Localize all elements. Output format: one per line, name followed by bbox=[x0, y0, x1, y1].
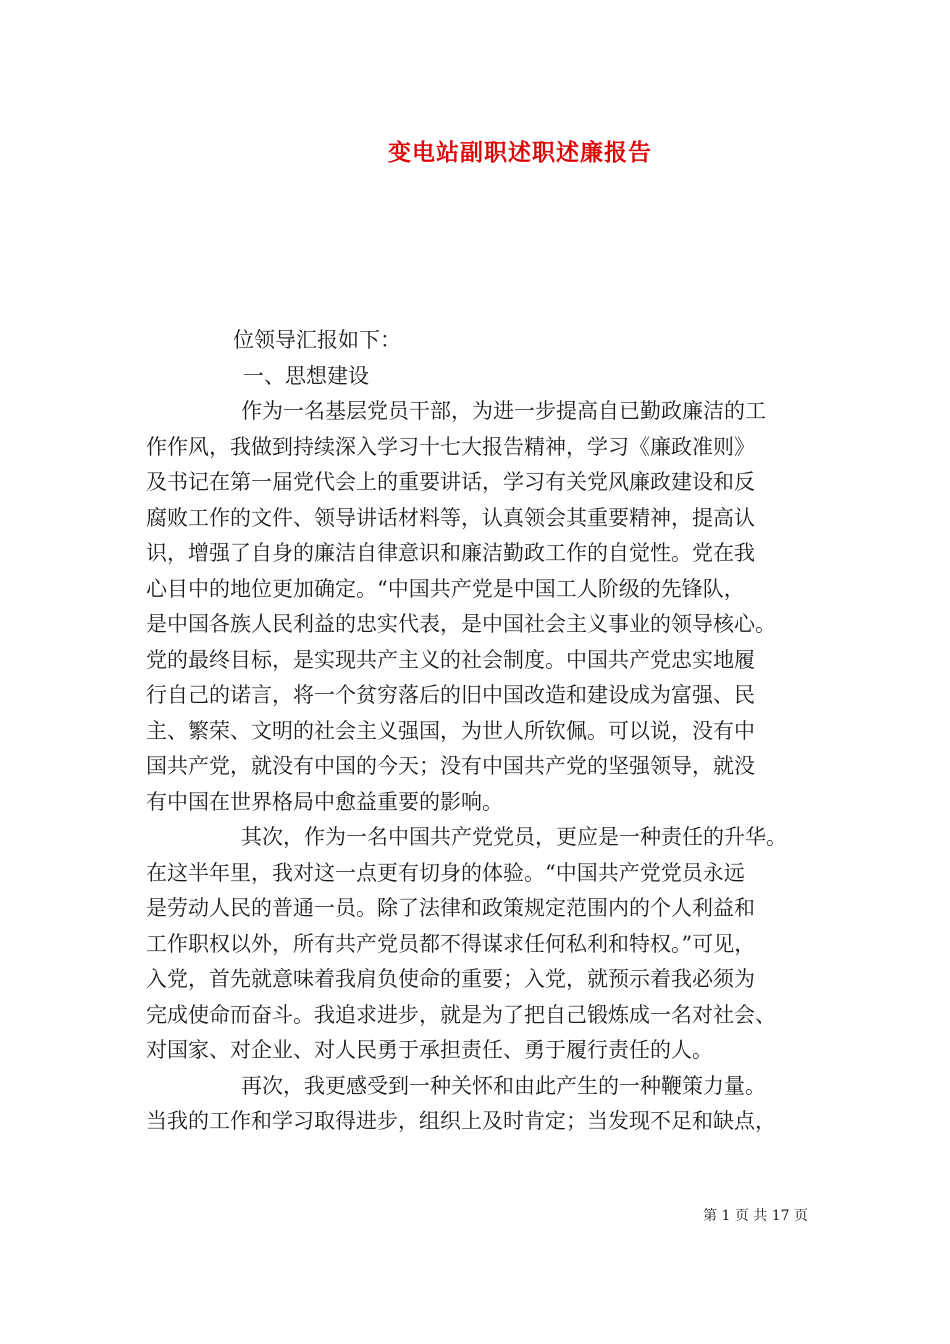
paragraph-line: 作为一名基层党员干部，为进一步提高自已勤政廉洁的工 bbox=[241, 399, 766, 423]
paragraph-line: 行自己的诺言，将一个贫穷落后的旧中国改造和建设成为富强、民 bbox=[146, 683, 755, 707]
paragraph-line: 有中国在世界格局中愈益重要的影响。 bbox=[146, 789, 503, 814]
paragraph-line: 工作职权以外，所有共产党员都不得谋求任何私利和特权。”可见， bbox=[146, 931, 756, 956]
paragraph-line: 是中国各族人民利益的忠实代表，是中国社会主义事业的领导核心。 bbox=[146, 612, 776, 636]
paragraph-line: 完成使命而奋斗。我追求进步，就是为了把自己锻炼成一名对社会、 bbox=[146, 1002, 776, 1027]
document-body bbox=[146, 323, 826, 1140]
paragraph bbox=[146, 1069, 826, 1140]
paragraph-line: 识，增强了自身的廉洁自律意识和廉洁勤政工作的自觉性。党在我 bbox=[146, 541, 755, 565]
paragraph-line: 主、繁荣、文明的社会主义强国，为世人所钦佩。可以说，没有中 bbox=[146, 718, 755, 743]
paragraph-line: 腐败工作的文件、领导讲话材料等，认真领会其重要精神，提高认 bbox=[146, 505, 755, 530]
paragraph-line: 是劳动人民的普通一员。除了法律和政策规定范围内的个人利益和 bbox=[146, 896, 755, 920]
paragraph-line: 及书记在第一届党代会上的重要讲话，学习有关党风廉政建设和反 bbox=[146, 470, 755, 494]
paragraph-line: 其次，作为一名中国共产党党员，更应是一种责任的升华。 bbox=[241, 825, 787, 849]
paragraph-line: 国共产党，就没有中国的今天；没有中国共产党的坚强领导，就没 bbox=[146, 754, 755, 778]
paragraph-line: 党的最终目标，是实现共产主义的社会制度。中国共产党忠实地履 bbox=[146, 647, 755, 672]
paragraph-line: 再次，我更感受到一种关怀和由此产生的一种鞭策力量。 bbox=[241, 1073, 766, 1098]
page-number-footer: 第 1 页 共 17 页 bbox=[703, 1208, 808, 1224]
paragraph-line: 当我的工作和学习取得进步，组织上及时肯定；当发现不足和缺点， bbox=[146, 1109, 776, 1133]
paragraph-line: 在这半年里，我对这一点更有切身的体验。“中国共产党党员永远 bbox=[146, 860, 745, 885]
greeting-line: 位领导汇报如下： bbox=[233, 328, 401, 352]
paragraph-line: 入党，首先就意味着我肩负使命的重要；入党，就预示着我必须为 bbox=[146, 967, 755, 991]
paragraph bbox=[146, 820, 826, 1069]
paragraph-line: 作作风，我做到持续深入学习十七大报告精神，学习《廉政准则》 bbox=[146, 434, 755, 459]
paragraph-line: 对国家、对企业、对人民勇于承担责任、勇于履行责任的人。 bbox=[146, 1038, 713, 1062]
paragraph-line: 心目中的地位更加确定。“中国共产党是中国工人阶级的先锋队， bbox=[146, 576, 745, 601]
section-heading: 一、思想建设 bbox=[243, 363, 369, 388]
paragraph bbox=[146, 394, 826, 820]
document-title: 变电站副职述职述廉报告 bbox=[388, 139, 652, 166]
